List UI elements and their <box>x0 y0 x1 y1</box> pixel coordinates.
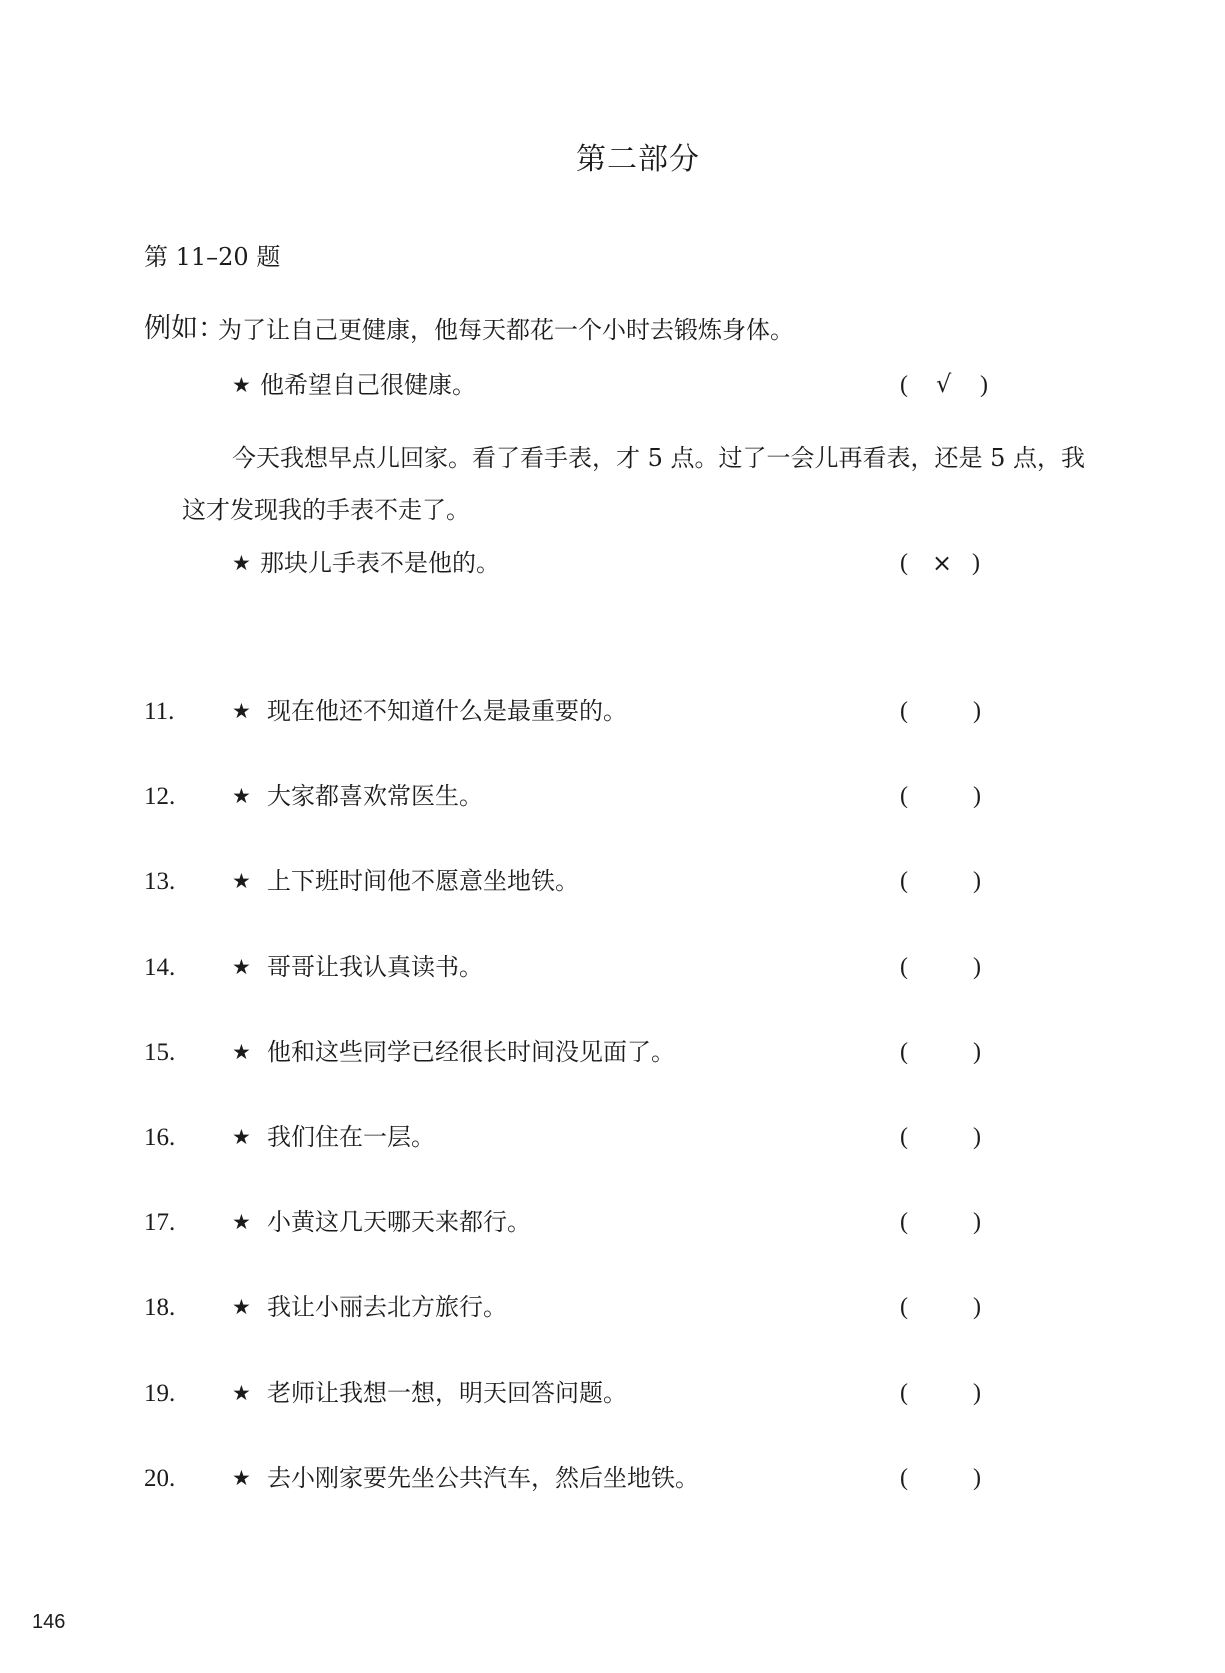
question-statement: 他和这些同学已经很长时间没见面了。 <box>267 1037 675 1066</box>
star-icon: ★ <box>232 784 251 809</box>
answer-paren-close: ) <box>973 1294 981 1321</box>
question-item <box>0 1037 1225 1068</box>
question-statement: 现在他还不知道什么是最重要的。 <box>267 697 627 725</box>
answer-paren-close: ) <box>973 1124 981 1150</box>
question-item <box>0 784 1225 812</box>
example-statement-2: 那块儿手表不是他的。 <box>260 549 500 577</box>
example-label: 例如： <box>144 313 225 344</box>
star-icon: ★ <box>232 699 251 723</box>
question-item <box>0 1378 1225 1409</box>
question-statement: 我们住在一层。 <box>267 1123 435 1151</box>
question-number: 12. <box>144 783 176 811</box>
question-statement: 小黄这几天哪天来都行。 <box>267 1208 531 1237</box>
answer-paren-open: ( <box>900 1038 908 1065</box>
star-icon: ★ <box>232 1295 251 1320</box>
star-icon: ★ <box>232 1039 251 1064</box>
question-number: 18. <box>144 1294 176 1322</box>
answer-paren-open: ( <box>900 372 908 398</box>
check-mark-icon: √ <box>936 370 952 398</box>
answer-paren-open: ( <box>900 783 908 810</box>
answer-paren-open: ( <box>900 698 908 724</box>
question-statement: 大家都喜欢常医生。 <box>267 782 483 811</box>
question-number: 17. <box>144 1209 176 1237</box>
star-icon: ★ <box>232 373 251 397</box>
question-item <box>0 1463 1225 1494</box>
answer-paren-open: ( <box>900 1124 908 1150</box>
question-statement: 老师让我想一想，明天回答问题。 <box>267 1378 627 1407</box>
question-number: 14. <box>144 953 176 981</box>
answer-paren-close: ) <box>973 1464 981 1491</box>
page-number: 146 <box>32 1611 66 1633</box>
question-number: 13. <box>144 868 176 896</box>
question-item <box>0 1125 1225 1153</box>
answer-paren-open: ( <box>900 868 908 895</box>
example-statement-1: 他希望自己很健康。 <box>260 371 476 399</box>
question-statement: 我让小丽去北方旅行。 <box>267 1293 507 1322</box>
answer-paren-close: ) <box>973 953 981 980</box>
answer-paren-close: ) <box>973 1209 981 1236</box>
example-passage-1: 为了让自己更健康，他每天都花一个小时去锻炼身体。 <box>218 316 794 344</box>
question-number: 11. <box>144 698 175 725</box>
answer-paren-close: ) <box>973 1379 981 1406</box>
answer-paren-close: ) <box>973 1038 981 1065</box>
answer-paren-open: ( <box>900 953 908 980</box>
answer-paren-open: ( <box>900 550 908 576</box>
answer-paren-close: ) <box>980 372 988 398</box>
star-icon: ★ <box>232 1465 251 1490</box>
question-item <box>0 1210 1225 1238</box>
answer-paren-open: ( <box>900 1294 908 1321</box>
question-statement: 去小刚家要先坐公共汽车，然后坐地铁。 <box>267 1463 699 1492</box>
answer-paren-close: ) <box>973 698 981 724</box>
question-number: 15. <box>144 1038 176 1066</box>
star-icon: ★ <box>232 954 251 979</box>
star-icon: ★ <box>232 1380 251 1405</box>
question-number: 20. <box>144 1464 176 1492</box>
answer-paren-close: ) <box>973 868 981 895</box>
example-passage-2-line-2: 这才发现我的手表不走了。 <box>182 496 470 524</box>
question-statement: 上下班时间他不愿意坐地铁。 <box>267 867 579 896</box>
question-item <box>0 699 1225 727</box>
cross-mark-icon: × <box>932 549 953 577</box>
answer-paren-open: ( <box>900 1464 908 1491</box>
question-statement: 哥哥让我认真读书。 <box>267 952 483 981</box>
star-icon: ★ <box>232 1125 251 1149</box>
star-icon: ★ <box>232 551 251 575</box>
section-heading: 第 11–20 题 <box>144 243 281 271</box>
answer-paren-open: ( <box>900 1209 908 1236</box>
question-item <box>0 869 1225 897</box>
answer-paren-open: ( <box>900 1379 908 1406</box>
example-passage-2-line-1: 今天我想早点儿回家。看了看手表，才 5 点。过了一会儿再看表，还是 5 点，我 <box>232 444 1086 472</box>
star-icon: ★ <box>232 869 251 894</box>
answer-paren-close: ) <box>972 550 980 576</box>
question-item <box>0 1295 1225 1323</box>
star-icon: ★ <box>232 1210 251 1235</box>
question-number: 19. <box>144 1379 176 1407</box>
question-item <box>0 952 1225 983</box>
page-title: 第二部分 <box>576 142 700 177</box>
answer-paren-close: ) <box>973 783 981 810</box>
question-number: 16. <box>144 1124 176 1151</box>
